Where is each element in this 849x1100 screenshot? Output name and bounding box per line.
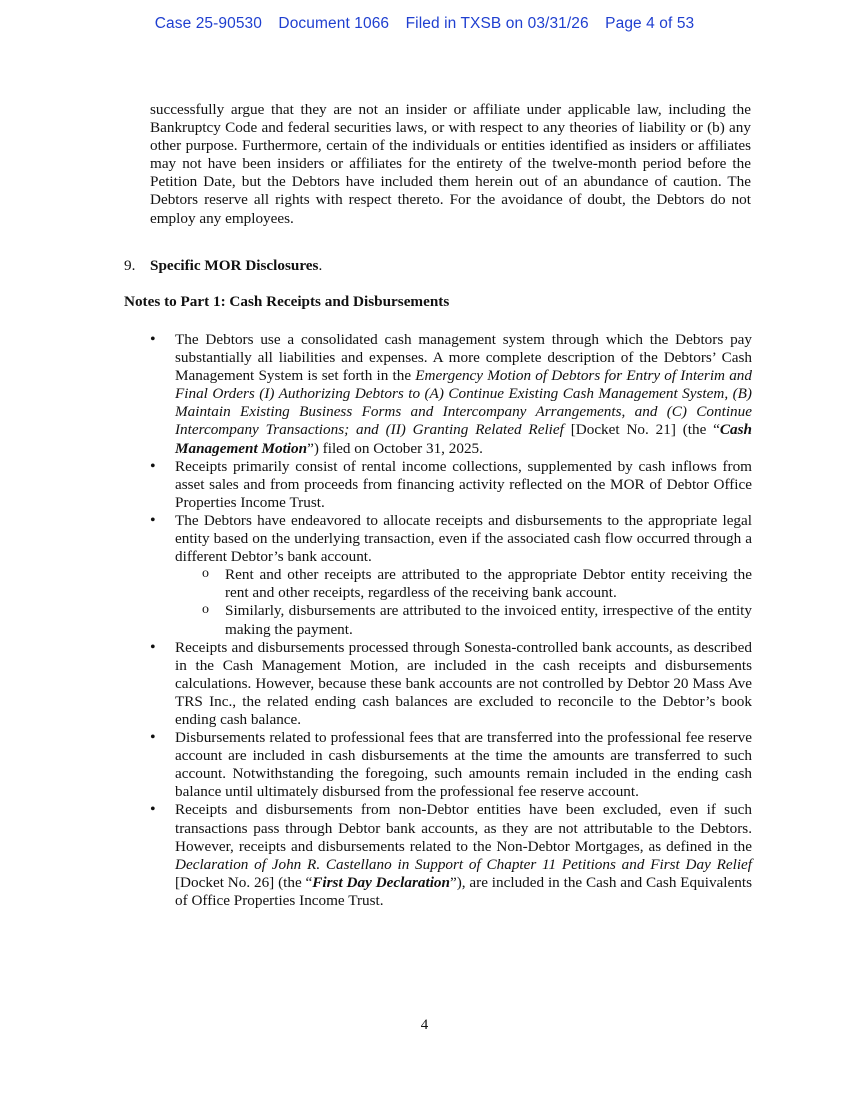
case-number: Case 25-90530 xyxy=(154,15,262,32)
list-item: • Receipts and disbursements from non-Debtor entities have been excluded, even if such transactions pass through Debtor bank accounts, as they are not attributable to the Debtors. However, receipts and disbursements related to the Non-Debtor Mortgages, as defined in the Declaration of John R. Castellano in Support of Chapter 11 Petitions and First Day Relief [Docket No. 26] (the “First Day Declaration”), are included in the Cash and Cash Equivalents of Office Properties Income Trust. xyxy=(150,801,752,910)
document-number: Document 1066 xyxy=(278,15,390,32)
page-number: 4 xyxy=(420,1017,429,1033)
page-indicator: Page 4 of 53 xyxy=(605,15,695,32)
continued-paragraph: successfully argue that they are not an insider or affiliate under applicable law, including the Bankruptcy Code and federal securities laws, or with respect to any theories of liability or (b) any other purpose. Furthermore, certain of the individuals or entities identified as insiders or affiliates may not have been insiders or affiliates for the entirety of the twelve-month period before the Petition Date, but the Debtors have included them herein out of an abundance of caution. The Debtors reserve all rights with respect thereto. For the avoidance of doubt, the Debtors do not employ any employees. xyxy=(150,101,751,227)
sub-list-item: o Rent and other receipts are attributed to the appropriate Debtor entity receiving the rent and other receipts, regardless of the receiving bank account. xyxy=(175,566,752,602)
list-item: • The Debtors use a consolidated cash management system through which the Debtors pay substantially all liabilities and expenses. A more complete description of the Debtors’ Cash Management System is set forth in the Emergency Motion of Debtors for Entry of Interim and Final Orders (I) Authorizing Debtors to (A) Continue Existing Cash Management System, (B) Maintain Existing Business Forms and Intercompany Arrangements, and (C) Continue Intercompany Transactions; and (II) Granting Related Relief [Docket No. 21] (the “Cash Management Motion”) filed on October 31, 2025. xyxy=(150,331,752,458)
cited-motion-title: Emergency Motion of Debtors for Entry of Interim and Final Orders (I) Authorizing Debtors to (A) Continue Existing Cash Management System, (B) Maintain Existing Business Forms and Intercompany Arrangements, and (C) Continue Intercompany Transactions; and (II) Granting Related Relief xyxy=(175,367,752,439)
cited-declaration-title: Declaration of John R. Castellano in Support of Chapter 11 Petitions and First Day Relief xyxy=(175,855,752,873)
section-9-heading xyxy=(124,257,744,275)
sub-list-item: o Similarly, disbursements are attributed to the invoiced entity, irrespective of the entity making the payment. xyxy=(175,602,752,638)
disclosure-list xyxy=(150,331,752,910)
section-number: 9. xyxy=(124,257,136,274)
list-item: • The Debtors have endeavored to allocate receipts and disbursements to the appropriate legal entity based on the underlying transaction, even if the associated cash flow occurred through a different Debtor’s bank account. o Rent and other receipts are attributed to the appropriate Debtor entity receiving the rent and other receipts, regardless of the receiving bank account. o Similarly, disbursements are attributed to the invoiced entity, irrespective of the entity making the payment. xyxy=(150,512,752,639)
sub-list xyxy=(175,566,752,638)
section-title: Specific MOR Disclosures xyxy=(150,257,319,274)
list-item: • Disbursements related to professional fees that are transferred into the professional fee reserve account are included in cash disbursements at the time the amounts are transferred to such account. Notwithstanding the foregoing, such amounts remain included in the ending cash balance until ultimately disbursed from the professional fee reserve account. xyxy=(150,729,752,801)
list-item: • Receipts and disbursements processed through Sonesta-controlled bank accounts, as described in the Cash Management Motion, are included in the cash receipts and disbursements calculations. However, because these bank accounts are not controlled by Debtor 20 Mass Ave TRS Inc., the related ending cash balances are excluded to reconcile to the Debtor’s book ending cash balance. xyxy=(150,639,752,729)
section-title-period: . xyxy=(318,257,323,274)
notes-heading: Notes to Part 1: Cash Receipts and Disbursements xyxy=(124,293,450,310)
list-item: • Receipts primarily consist of rental income collections, supplemented by cash inflows from asset sales and from proceeds from financing activity reflected on the MOR of Debtor Office Properties Income Trust. xyxy=(150,458,752,512)
defined-term: Cash Management Motion xyxy=(175,421,753,457)
defined-term: First Day Declaration xyxy=(312,873,450,891)
filing-info: Filed in TXSB on 03/31/26 xyxy=(405,15,589,32)
filing-header xyxy=(0,15,849,33)
